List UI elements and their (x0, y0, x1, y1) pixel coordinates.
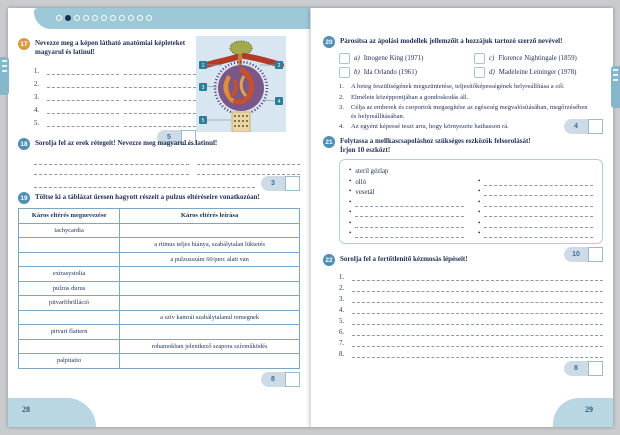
pager-dot (128, 15, 134, 21)
deviation-desc-blank[interactable] (120, 223, 300, 238)
deviation-desc: rohamokban jelentkező szapora szívműködés (120, 339, 300, 354)
exercise-number-badge: 17 (18, 38, 30, 50)
answer-blank[interactable] (197, 166, 300, 175)
exercise-number-badge: 20 (323, 36, 335, 48)
max-score: 4 (564, 119, 588, 134)
answer-blank[interactable] (352, 283, 603, 292)
score-field (261, 372, 300, 387)
answer-blank[interactable] (34, 166, 189, 175)
answer-blank[interactable] (47, 118, 119, 127)
item-number: 4. (34, 106, 40, 114)
deviation-desc: a szív kamrái szabálytalanul remegnek (120, 310, 300, 325)
score-entry-box[interactable] (285, 372, 300, 387)
answer-blank[interactable] (352, 305, 603, 314)
pager-dot (110, 15, 116, 21)
pager-dot (56, 15, 62, 21)
score-field (564, 119, 603, 134)
deviation-name: pitvari flattern (19, 325, 120, 340)
answer-blank[interactable] (352, 349, 603, 358)
deviation-name: pulzus durus (19, 281, 120, 296)
chapter-progress-dots (56, 15, 152, 21)
statement-2: 2. Elmélete középpontjában a gondoskodás áll. (339, 93, 469, 101)
answer-blank[interactable] (34, 156, 189, 165)
option-b: b) Ida Orlando (1961) (339, 67, 468, 78)
equipment-list-box (339, 159, 603, 245)
deviation-desc-blank[interactable] (120, 354, 300, 369)
answer-blank[interactable] (47, 79, 119, 88)
max-score: 10 (564, 247, 588, 262)
statement-4: 4. Az egyént képessé teszi arra, hogy környezete hathasson rá. (339, 123, 509, 131)
option-a: a) Imogene King (1971) (339, 53, 468, 64)
max-score: 5 (157, 130, 181, 145)
deviation-desc-blank[interactable] (120, 281, 300, 296)
answer-blank[interactable] (124, 118, 196, 127)
equipment-item: olló (355, 178, 366, 186)
answer-blank[interactable] (484, 229, 593, 238)
answer-blank[interactable] (47, 105, 119, 114)
max-score: 8 (261, 372, 285, 387)
page-number: 29 (585, 405, 593, 414)
tubule-column (232, 112, 250, 132)
answer-blank[interactable] (355, 198, 464, 207)
answer-blank[interactable] (484, 208, 593, 217)
svg-text:3: 3 (201, 85, 205, 91)
left-page (8, 8, 310, 427)
pulse-deviation-table (18, 208, 300, 369)
answer-blank[interactable] (352, 294, 603, 303)
answer-blank[interactable] (355, 208, 464, 217)
answer-blank[interactable] (124, 105, 196, 114)
match-checkbox[interactable] (339, 67, 350, 78)
table-header: Káros eltérés megnevezése (19, 209, 120, 224)
pager-dot (146, 15, 152, 21)
table-row (19, 354, 300, 369)
table-row (19, 296, 300, 311)
table-row (19, 223, 300, 238)
equipment-item: steril gézlap (355, 168, 389, 175)
glomerulus-figure (196, 36, 286, 132)
author-options (339, 53, 603, 78)
pager-dot (74, 15, 80, 21)
table-row (19, 339, 300, 354)
max-score: 8 (564, 361, 588, 376)
answer-blank[interactable] (197, 156, 300, 165)
pager-dot (101, 15, 107, 21)
statement-3: 3. Célja az emberek és csoportok megsegítése az egészség megvalósításában, megőrzésében és helyreállításában. (339, 104, 588, 120)
exercise-number-badge: 18 (18, 138, 30, 150)
svg-text:4: 4 (277, 99, 281, 105)
svg-text:1: 1 (201, 63, 205, 69)
pager-dot-active (65, 15, 71, 21)
answer-blank[interactable] (352, 338, 603, 347)
chapter-side-tab (611, 66, 620, 108)
chapter-side-tab (0, 57, 9, 95)
equipment-column-right: • • • • • • (478, 165, 593, 239)
deviation-name-blank[interactable] (19, 252, 120, 267)
exercise-title: Folytassa a mellkascsapoláshoz szükséges eszközök felsorolását! Írjon 10 eszközt! (340, 137, 531, 154)
answer-blank[interactable] (355, 229, 464, 238)
pager-dot (119, 15, 125, 21)
answer-blank[interactable] (352, 327, 603, 336)
deviation-desc-blank[interactable] (120, 267, 300, 282)
item-number: 1. (34, 67, 40, 75)
equipment-item: vesetál (355, 189, 375, 196)
deviation-name: pitvarfibrilláció (19, 296, 120, 311)
deviation-desc-blank[interactable] (120, 296, 300, 311)
item-number: 5. (34, 119, 40, 127)
match-checkbox[interactable] (474, 53, 485, 64)
table-row (19, 252, 300, 267)
deviation-desc-blank[interactable] (120, 325, 300, 340)
author-name: Florence Nightingale (1859) (498, 55, 577, 62)
deviation-name-blank[interactable] (19, 238, 120, 253)
deviation-name-blank[interactable] (19, 339, 120, 354)
pager-dot (137, 15, 143, 21)
item-number: 3. (34, 93, 40, 101)
exercise-title: Sorolja fel a fertőtlenítő kézmosás lépéseit! (340, 255, 468, 263)
score-field (564, 361, 603, 376)
exercise-number-badge: 22 (323, 254, 335, 266)
deviation-name: tachycardia (19, 223, 120, 238)
pager-dot (92, 15, 98, 21)
deviation-name: palpitatio (19, 354, 120, 369)
exercise-title: Sorolja fel az erek rétegeit! Nevezze meg magyarul és latinul! (35, 139, 218, 147)
match-checkbox[interactable] (339, 53, 350, 64)
answer-blank[interactable] (124, 92, 196, 101)
exercise-19 (18, 192, 300, 387)
answer-blank[interactable] (352, 316, 603, 325)
answer-blank[interactable] (47, 92, 119, 101)
page-corner-decoration (553, 398, 613, 427)
chapter-banner (34, 8, 310, 29)
deviation-name-blank[interactable] (19, 310, 120, 325)
exercise-20 (323, 36, 603, 132)
author-name: Ida Orlando (1961) (363, 69, 417, 76)
answer-blank[interactable] (355, 219, 464, 228)
author-name: Madeleine Leininger (1978) (498, 69, 577, 76)
table-row (19, 310, 300, 325)
item-number: 2. (34, 80, 40, 88)
answer-blank[interactable] (124, 66, 196, 75)
answer-blank[interactable] (484, 177, 593, 186)
author-name: Imogene King (1971) (363, 55, 424, 62)
option-c: c) Florence Nightingale (1859) (474, 53, 603, 64)
score-entry-box[interactable] (285, 176, 300, 191)
table-row (19, 281, 300, 296)
score-entry-box[interactable] (588, 119, 603, 134)
exercise-17 (18, 38, 196, 145)
answer-blank[interactable] (124, 79, 196, 88)
exercise-21 (323, 136, 603, 262)
exercise-title: Nevezze meg a képen látható anatómiai képleteket magyarul és latinul! (35, 39, 186, 56)
answer-blank[interactable] (34, 179, 255, 188)
exercise-title: Párosítsa az ápolási modellek jellemzőit a hozzájuk tartozó szerző nevével! (340, 37, 563, 45)
answer-blank[interactable] (352, 272, 603, 281)
pager-dot (83, 15, 89, 21)
deviation-desc: a pulzusszám 60/perc alatt van (120, 252, 300, 267)
answer-blank[interactable] (484, 198, 593, 207)
exercise-title: Töltse ki a táblázat üresen hagyott részeit a pulzus eltéréseire vonatkozóan! (35, 193, 260, 201)
match-checkbox[interactable] (474, 67, 485, 78)
exercise-22: 22 Sorolja fel a fertőtlenítő kézmosás lépéseit! 1. 2. 3. 4. 5. 6. 7. 8. 8 (323, 254, 603, 376)
deviation-desc: a ritmus teljes hiánya, szabálytalan lüktetés (120, 238, 300, 253)
table-row (19, 267, 300, 282)
page-number: 28 (22, 405, 30, 414)
exercise-number-badge: 21 (323, 136, 335, 148)
table-header: Káros eltérés leírása (120, 209, 300, 224)
exercise-number-badge: 19 (18, 192, 30, 204)
table-row (19, 325, 300, 340)
page-corner-decoration (8, 398, 96, 427)
score-field (261, 176, 300, 191)
svg-text:5: 5 (201, 118, 205, 124)
right-page (310, 8, 613, 427)
svg-text:2: 2 (277, 63, 281, 69)
answer-blank[interactable] (47, 66, 119, 75)
answer-blank[interactable] (484, 219, 593, 228)
table-row (19, 238, 300, 253)
exercise-18 (18, 138, 300, 191)
equipment-column-left: • steril gézlap • olló • vesetál • • • • (349, 165, 464, 239)
statement-1: 1. A beteg feszültségének megszüntetése, teljesítőképességének helyreállítása a cél. (339, 83, 565, 90)
score-entry-box[interactable] (588, 361, 603, 376)
option-d: d) Madeleine Leininger (1978) (474, 67, 603, 78)
answer-blank[interactable] (484, 187, 593, 196)
deviation-name: extrasystolia (19, 267, 120, 282)
tubule-green (230, 41, 252, 55)
max-score: 3 (261, 176, 285, 191)
